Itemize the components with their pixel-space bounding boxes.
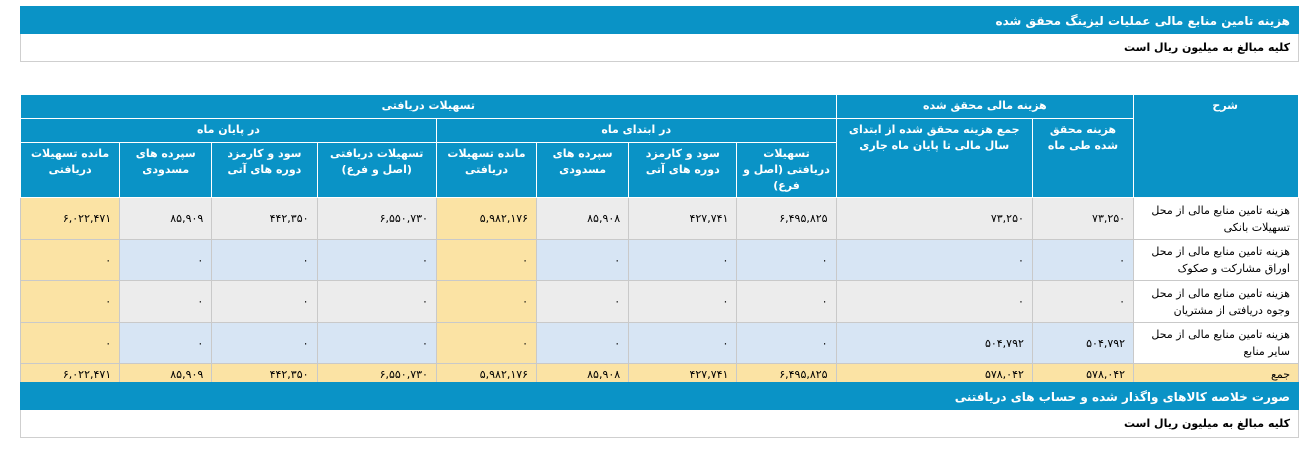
cell-end-interest: ۰ [212, 323, 317, 364]
cell-beg-balance: ۰ [436, 240, 536, 281]
financing-cost-table [20, 94, 1299, 386]
total-label: جمع [1134, 364, 1299, 386]
cell-cost-cumulative: ۷۳,۲۵۰ [836, 198, 1032, 240]
total-end-deposits: ۸۵,۹۰۹ [120, 364, 212, 386]
table-row [21, 281, 1299, 323]
cell-beg-deposits: ۰ [537, 323, 629, 364]
header-beg-deposits: سپرده های مسدودی [537, 143, 629, 198]
cell-end-interest: ۰ [212, 240, 317, 281]
total-end-received: ۶,۵۵۰,۷۳۰ [317, 364, 436, 386]
cell-end-balance: ۰ [21, 281, 120, 323]
table-row [21, 240, 1299, 281]
cell-beg-received: ۰ [737, 323, 836, 364]
cell-end-received: ۰ [317, 281, 436, 323]
header-end-balance: مانده تسهیلات دریافتی [21, 143, 120, 198]
total-end-interest: ۴۴۲,۳۵۰ [212, 364, 317, 386]
cell-beg-deposits: ۸۵,۹۰۸ [537, 198, 629, 240]
cell-beg-balance: ۰ [436, 323, 536, 364]
total-beg-received: ۶,۴۹۵,۸۲۵ [737, 364, 836, 386]
cell-end-balance: ۶,۰۲۲,۴۷۱ [21, 198, 120, 240]
total-beg-interest: ۴۲۷,۷۴۱ [629, 364, 737, 386]
header-desc: شرح [1134, 95, 1299, 198]
cell-end-deposits: ۰ [120, 281, 212, 323]
total-cost-month: ۵۷۸,۰۴۲ [1032, 364, 1133, 386]
cell-cost-cumulative: ۰ [836, 281, 1032, 323]
cell-end-balance: ۰ [21, 323, 120, 364]
header-end-interest: سود و کارمزد دوره های آتی [212, 143, 317, 198]
cell-end-deposits: ۰ [120, 240, 212, 281]
header-cost-month: هزینه محقق شده طی ماه [1032, 119, 1133, 198]
cell-end-balance: ۰ [21, 240, 120, 281]
cell-cost-month: ۰ [1032, 240, 1133, 281]
cell-end-interest: ۴۴۲,۳۵۰ [212, 198, 317, 240]
units-note: کلیه مبالغ به میلیون ریال است [20, 410, 1299, 438]
total-end-balance: ۶,۰۲۲,۴۷۱ [21, 364, 120, 386]
header-end-received: تسهیلات دریافتی (اصل و فرع) [317, 143, 436, 198]
cell-end-interest: ۰ [212, 281, 317, 323]
cell-beg-interest: ۴۲۷,۷۴۱ [629, 198, 737, 240]
row-label: هزینه تامین منابع مالی از محل اوراق مشارکت و صکوک [1134, 240, 1299, 281]
cell-cost-month: ۰ [1032, 281, 1133, 323]
cell-end-received: ۰ [317, 323, 436, 364]
header-beg-interest: سود و کارمزد دوره های آتی [629, 143, 737, 198]
section-title: صورت خلاصه کالاهای واگذار شده و حساب های دریافتنی [20, 382, 1299, 410]
header-facilities: تسهیلات دریافتی [21, 95, 837, 119]
total-beg-balance: ۵,۹۸۲,۱۷۶ [436, 364, 536, 386]
cell-beg-deposits: ۰ [537, 240, 629, 281]
cell-cost-month: ۵۰۴,۷۹۲ [1032, 323, 1133, 364]
top-section [20, 6, 1299, 62]
total-cost-cumulative: ۵۷۸,۰۴۲ [836, 364, 1032, 386]
cell-beg-interest: ۰ [629, 240, 737, 281]
cell-beg-received: ۰ [737, 281, 836, 323]
row-label: هزینه تامین منابع مالی از محل وجوه دریافتی از مشتریان [1134, 281, 1299, 323]
cell-end-deposits: ۰ [120, 323, 212, 364]
cell-beg-balance: ۵,۹۸۲,۱۷۶ [436, 198, 536, 240]
cell-cost-cumulative: ۵۰۴,۷۹۲ [836, 323, 1032, 364]
cell-beg-deposits: ۰ [537, 281, 629, 323]
header-cost-cumulative: جمع هزینه محقق شده از ابتدای سال مالی تا پایان ماه جاری [836, 119, 1032, 198]
cell-end-received: ۰ [317, 240, 436, 281]
cell-cost-cumulative: ۰ [836, 240, 1032, 281]
cell-end-received: ۶,۵۵۰,۷۳۰ [317, 198, 436, 240]
total-beg-deposits: ۸۵,۹۰۸ [537, 364, 629, 386]
table-row [21, 323, 1299, 364]
cell-beg-received: ۰ [737, 240, 836, 281]
header-end-deposits: سپرده های مسدودی [120, 143, 212, 198]
row-label: هزینه تامین منابع مالی از محل سایر منابع [1134, 323, 1299, 364]
table-row [21, 198, 1299, 240]
header-beginning-of-month: در ابتدای ماه [436, 119, 836, 143]
header-end-of-month: در پایان ماه [21, 119, 437, 143]
header-beg-received: تسهیلات دریافتی (اصل و فرع) [737, 143, 836, 198]
section-title: هزینه تامین منابع مالی عملیات لیزینگ محقق شده [20, 6, 1299, 34]
row-label: هزینه تامین منابع مالی از محل تسهیلات بانکی [1134, 198, 1299, 240]
cell-cost-month: ۷۳,۲۵۰ [1032, 198, 1133, 240]
units-note: کلیه مبالغ به میلیون ریال است [20, 34, 1299, 62]
bottom-section [20, 382, 1299, 438]
cell-beg-interest: ۰ [629, 323, 737, 364]
cell-beg-received: ۶,۴۹۵,۸۲۵ [737, 198, 836, 240]
header-beg-balance: مانده تسهیلات دریافتی [436, 143, 536, 198]
cell-beg-interest: ۰ [629, 281, 737, 323]
header-financial-cost: هزینه مالی محقق شده [836, 95, 1133, 119]
cell-beg-balance: ۰ [436, 281, 536, 323]
cell-end-deposits: ۸۵,۹۰۹ [120, 198, 212, 240]
